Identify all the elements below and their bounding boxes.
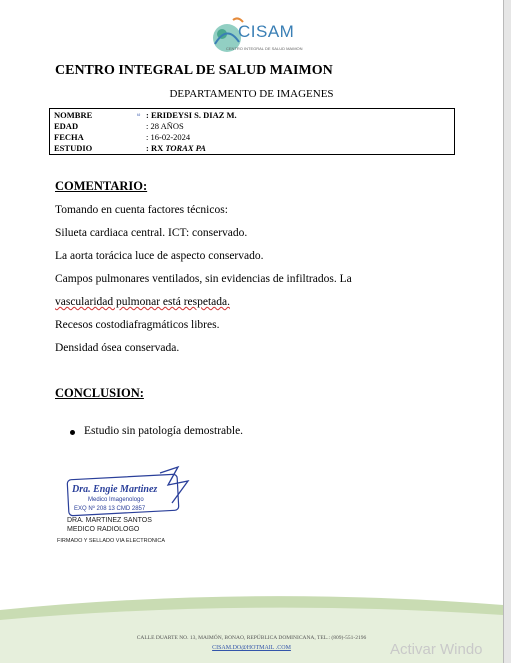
doctor-role: MEDICO RADIOLOGO	[67, 526, 140, 533]
conclusion-item: Estudio sin patología demostrable.	[84, 425, 244, 437]
comment-line: Tomando en cuenta factores técnicos:	[55, 204, 228, 216]
comentario-heading: COMENTARIO:	[55, 179, 148, 193]
study-prefix: : RX	[146, 143, 166, 153]
document-title: CENTRO INTEGRAL DE SALUD MAIMON	[55, 63, 333, 78]
comment-line: Silueta cardiaca central. ICT: conservado.	[55, 227, 248, 239]
patient-info-box	[49, 108, 455, 155]
patient-label: ESTUDIO	[54, 143, 93, 153]
windows-activation-watermark: Activar Windo	[390, 641, 483, 658]
department-title: DEPARTAMENTO DE IMAGENES	[169, 88, 334, 100]
footer-email[interactable]: CISAM.DO@HOTMAIL .COM	[212, 645, 291, 651]
stamp-role: Medico Imagenologo	[88, 497, 144, 503]
logo-text: CISAM	[238, 22, 295, 41]
bullet-icon	[70, 430, 75, 435]
signature-stamp	[60, 465, 200, 520]
patient-value: : 28 AÑOS	[146, 121, 184, 131]
field-marker-icon: ω	[137, 113, 141, 118]
comment-line: Densidad ósea conservada.	[55, 342, 180, 354]
comment-line: Recesos costodiafragmáticos libres.	[55, 319, 220, 331]
doctor-name: DRA. MARTINEZ SANTOS	[67, 517, 152, 524]
signature-scribble-icon	[160, 467, 188, 503]
comment-line: Campos pulmonares ventilados, sin evidencias de infiltrados. La	[55, 273, 352, 285]
conclusion-heading: CONCLUSION:	[55, 386, 144, 400]
comment-line: La aorta torácica luce de aspecto conservado.	[55, 250, 264, 262]
patient-label: NOMBRE	[54, 110, 93, 120]
stamp-name: Dra. Engie Martinez	[72, 484, 158, 495]
logo-subtitle: CENTRO INTEGRAL DE SALUD MAIMON	[226, 46, 303, 51]
patient-value	[146, 143, 206, 154]
patient-label: FECHA	[54, 132, 84, 142]
stamp-exq: EXQ Nº 208 13 CMD 2857	[74, 506, 146, 512]
signature-note: FIRMADO Y SELLADO VIA ELECTRONICA	[57, 538, 165, 544]
patient-label: EDAD	[54, 121, 79, 131]
patient-value: : ERIDEYSI S. DIAZ M.	[146, 110, 237, 120]
comment-line: vascularidad pulmonar está respetada.	[55, 296, 230, 308]
patient-value: : 16-02-2024	[146, 132, 191, 142]
footer-address: CALLE DUARTE NO. 13, MAIMÓN, BONAO, REPÚBLICA DOMINICANA, TEL.: (809)-551-2196	[136, 635, 367, 641]
study-name: TORAX PA	[165, 143, 206, 153]
window-edge	[504, 0, 511, 663]
